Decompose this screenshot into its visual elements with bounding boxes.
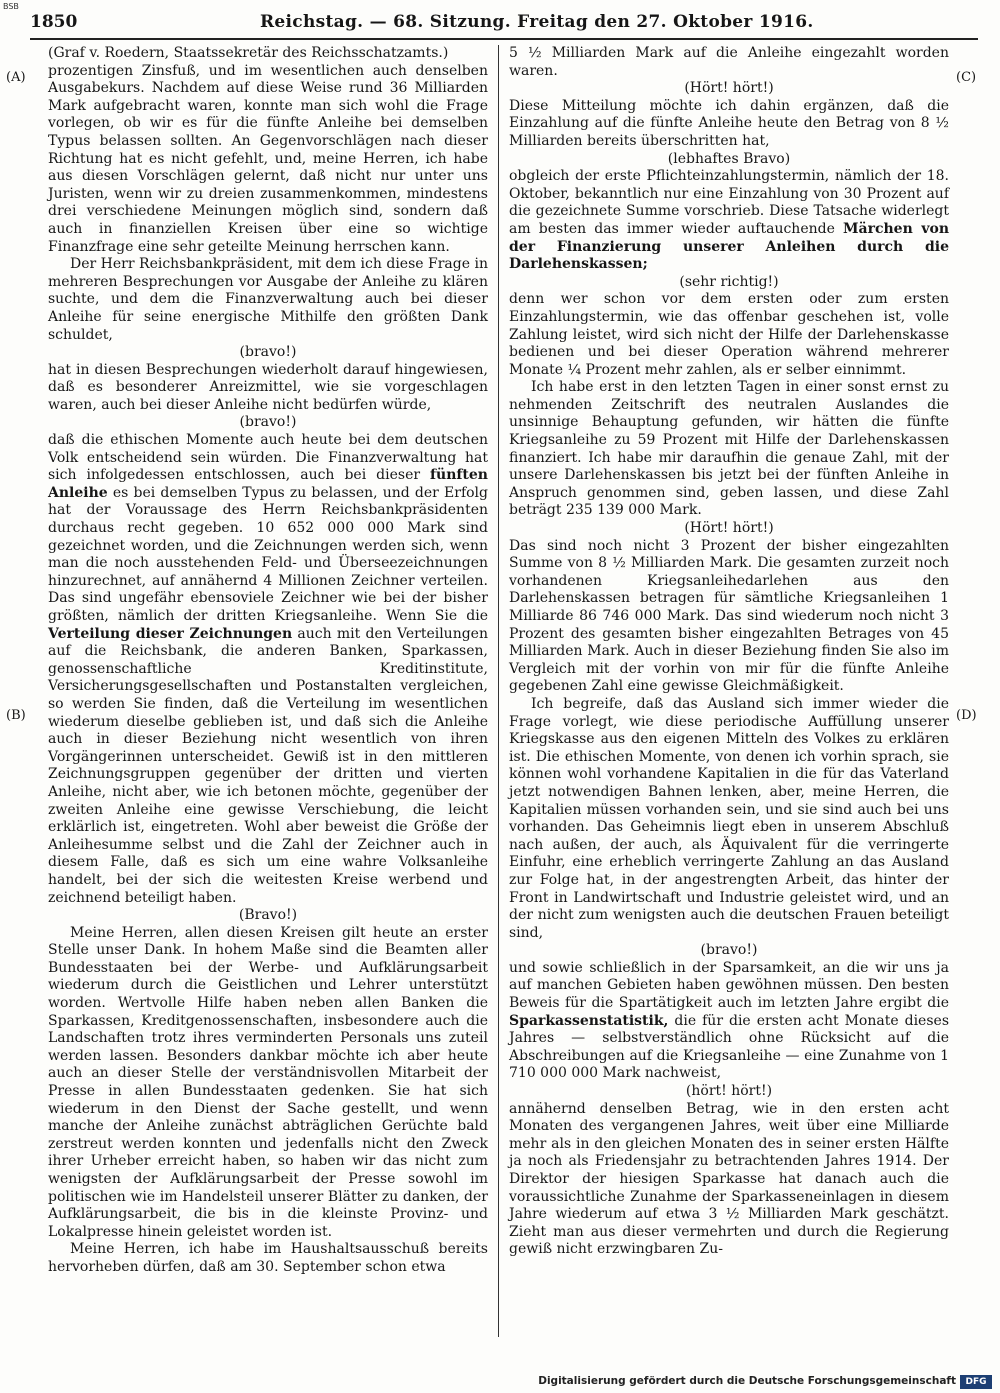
- emphasis: Verteilung dieser Zeichnungen: [48, 625, 293, 642]
- margin-marker-b: (B): [6, 708, 26, 723]
- margin-marker-c: (C): [956, 70, 977, 85]
- left-column: [48, 45, 488, 1277]
- paragraph: Ich begreife, daß das Ausland sich immer wieder die Frage vorlegt, wie diese periodische Auffüllung unserer Kriegskasse aus den eigenen Mitteln des Volkes zu erklären ist. Die ethischen Momente, von denen ich vorhin sprach, sie können wohl vorhandene Kapitalien in die für das Vaterland jetzt notwendigen Bahnen lenken, aber, meine Herren, die Kapitalien müssen vorhanden sein, und sie sind auch bei uns vorhanden. Das Geheimnis liegt eben in unserem Abschluß nach außen, der auch, als Äquivalent für die verringerte Einfuhr, eine erheblich verringerte Zahlung an das Ausland zur Folge hat, in der angestrengten Arbeit, das hinter der Front in Landwirtschaft und Industrie geleistet wird, und an der nicht zum wenigsten auch die deutschen Frauen beteiligt sind,: [509, 695, 949, 941]
- margin-marker-d: (D): [956, 708, 977, 723]
- paragraph: denn wer schon vor dem ersten oder zum ersten Einzahlungstermin, wie das offenbar geschehen ist, volle Zahlung leistet, wird sich nicht der Hilfe der Darlehenskasse bedienen und bei dieser Operation während mehrerer Monate ¼ Prozent mehr zahlen, als er selber einnimmt.: [509, 291, 949, 378]
- column-divider: [498, 45, 499, 1337]
- library-stamp: BSB: [3, 2, 19, 11]
- paragraph: Der Herr Reichsbankpräsident, mit dem ich diese Frage in mehreren Besprechungen vor Ausgabe der Anleihe zu klären suchte, und dem die Finanzverwaltung auch bei dieser Anleihe für seine energische Mithilfe den größten Dank schuldet,: [48, 256, 488, 343]
- paragraph: 5 ½ Milliarden Mark auf die Anleihe eingezahlt worden waren.: [509, 45, 949, 79]
- interjection: (sehr richtig!): [679, 273, 779, 290]
- paragraph: Meine Herren, ich habe im Haushaltsausschuß bereits hervorheben dürfen, daß am 30. September schon etwa: [48, 1241, 488, 1275]
- interjection: (Hört! hört!): [684, 80, 774, 97]
- interjection: (bravo!): [239, 414, 297, 431]
- paragraph: annähernd denselben Betrag, wie in den ersten acht Monaten des vergangenen Jahres, weit über eine Milliarde mehr als in den gleichen Monaten des in seiner ersten Hälfte ja noch als Friedensjahr zu betrachtenden Jahres 1914. Der Direktor der hiesigen Sparkasse hat danach auch die voraussichtliche Zunahme der Sparkasseneinlagen in diesem Jahre wiederum auf etwa 3 ½ Milliarden Mark geschätzt. Zieht man aus dieser vermehrten und durch die Regierung gewiß nicht erzwingbaren Zu-: [509, 1100, 949, 1258]
- dfg-logo: DFG: [960, 1375, 992, 1389]
- running-title: Reichstag. — 68. Sitzung. Freitag den 27. Oktober 1916.: [260, 12, 814, 32]
- digitization-credit: Digitalisierung gefördert durch die Deutsche Forschungsgemeinschaft: [538, 1375, 956, 1387]
- interjection: (hört! hört!): [685, 1083, 773, 1100]
- interjection: (Hört! hört!): [684, 520, 774, 537]
- paragraph: Diese Mitteilung möchte ich dahin ergänzen, daß die Einzahlung auf die fünfte Anleihe heute den Betrag von 8 ½ Milliarden bereits überschritten hat,: [509, 97, 949, 149]
- emphasis: Sparkassenstatistik,: [509, 1012, 669, 1029]
- header-rule: [30, 38, 978, 40]
- right-column: [509, 45, 949, 1259]
- emphasis: Märchen von der Finanzierung unserer Anleihen durch die Darlehenskassen;: [509, 220, 949, 273]
- paragraph: und sowie schließlich in der Sparsamkeit, an die wir uns ja auf manchen Gebieten haben gewöhnen müssen. Den besten Beweis für die Spartätigkeit auch im letzten Jahre ergibt die Sparkassenstatistik, die für die ersten acht Monate dieses Jahres — selbstverständlich ohne Rücksicht auf die Abschreibungen auf die Kriegsanleihe — eine Zunahme von 1 710 000 000 Mark nachweist,: [509, 959, 949, 1082]
- interjection: (bravo!): [239, 344, 297, 361]
- paragraph: daß die ethischen Momente auch heute bei dem deutschen Volk entscheidend sein würden. Die Finanzverwaltung hat sich infolgedessen entschlossen, auch bei dieser fünften Anleihe es bei demselben Typus zu belassen, und der Erfolg hat der Voraussage des Herrn Reichsbankpräsidenten durchaus recht gegeben. 10 652 000 000 Mark sind gezeichnet worden, und die Zeichnungen werden sich, wenn man die noch ausstehenden Feld- und Überseezeichnungen hinzurechnet, auf annähernd 4 Millionen Zeichner verteilen. Das sind ungefähr ebensoviele Zeichner wie bei der bisher größten, nämlich der dritten Kriegsanleihe. Wenn Sie die Verteilung dieser Zeichnungen auch mit den Verteilungen auf die Reichsbank, die anderen Banken, Sparkassen, genossenschaftliche Kreditinstitute, Versicherungsgesellschaften und Postanstalten vergleichen, so werden Sie finden, daß die Verteilung im wesentlichen wiederum dieselbe geblieben ist, und daß sich die Anleihe auch in dieser Beziehung nicht wesentlich von ihren Vorgängerinnen unterscheidet. Gewiß ist in den mittleren Zeichnungsgruppen gegenüber der dritten und vierten Anleihe, nicht aber, wie ich betonen möchte, gegenüber der zweiten Anleihe eine gewisse Verschiebung, die leicht erklärlich ist, eingetreten. Wohl aber beweist die Größe der Anleihesumme selbst und die Zahl der Zeichner auch in diesem Falle, daß es sich um eine wahre Volksanleihe handelt, bei der sich die weitesten Kreise werbend und zeichnend beteiligt haben.: [48, 432, 488, 906]
- interjection: (bravo!): [700, 942, 758, 959]
- margin-marker-a: (A): [6, 70, 26, 85]
- page-header: [30, 8, 980, 38]
- paragraph: hat in diesen Besprechungen wiederholt darauf hingewiesen, daß es besonderer Anreizmittel, wie sie vorgeschlagen waren, auch bei dieser Anleihe nicht bedürfen würde,: [48, 361, 488, 413]
- speaker-line: (Graf v. Roedern, Staatssekretär des Reichsschatzamts.): [48, 45, 449, 61]
- paragraph: Meine Herren, allen diesen Kreisen gilt heute an erster Stelle unser Dank. In hohem Maße sind die Beamten aller Bundesstaaten bei der Werbe- und Aufklärungsarbeit wiederum durch die Geistlichen und Lehrer unterstützt worden. Wertvolle Hilfe haben neben allen Banken die Sparkassen, Kreditgenossenschaften, insbesondere auch die Landschaften trotz ihres verminderten Personals uns zuteil werden lassen. Besonders dankbar möchte ich aber heute auch an dieser Stelle der verständnisvollen Mitarbeit der Presse in allen Bundesstaaten gedenken. Sie hat sich wiederum in den Dienst der Sache gestellt, und wenn manche der Anleihe zunächst abträglichen Gerüchte bald zerstreut werden konnten und jedenfalls nicht den Zweck ihrer Urheber erreicht haben, so haben wir das nicht zum wenigsten der Aufklärungsarbeit der Presse sowohl im politischen wie im Handelsteil unserer Blätter zu danken, der Aufklärungsarbeit, die bis in die kleinste Provinz- und Lokalpresse hinein geleistet worden ist.: [48, 924, 488, 1240]
- interjection: (Bravo!): [238, 907, 298, 924]
- paragraph: Das sind noch nicht 3 Prozent der bisher eingezahlten Summe von 8 ½ Milliarden Mark. Die gesamten zurzeit noch vorhandenen Kriegsanleihedarlehen aus den Darlehenskassen betragen für sämtliche Kriegsanleihen 1 Milliarde 86 746 000 Mark. Das sind wiederum noch nicht 3 Prozent des gesamten bisher eingezahlten Betrages von 45 Milliarden Mark. Auch in dieser Beziehung finden Sie also im Vergleich mit der vorhin von mir für die fünfte Anleihe gegebenen Zahl eine gewisse Gleichmäßigkeit.: [509, 537, 949, 695]
- paragraph: obgleich der erste Pflichteinzahlungstermin, nämlich der 18. Oktober, bekanntlich nur eine Einzahlung von 30 Prozent auf die gezeichnete Summe vorschrieb. Diese Tatsache widerlegt am besten das immer wieder auftauchende Märchen von der Finanzierung unserer Anleihen durch die Darlehenskassen;: [509, 168, 949, 273]
- emphasis: fünften Anleihe: [48, 467, 488, 501]
- interjection: (lebhaftes Bravo): [667, 150, 791, 167]
- paragraph: prozentigen Zinsfuß, und im wesentlichen auch denselben Ausgabekurs. Nachdem auf diese Weise rund 36 Milliarden Mark aufgebracht waren, konnte man sich wohl die Frage vorlegen, ob wir es für die fünfte Anleihe bei demselben Typus belassen sollten. An Gegenvorschlägen nach dieser Richtung hat es nicht gefehlt, und, meine Herren, ich habe aus diesen Vorschlägen gelernt, daß nicht nur unter uns Juristen, wenn wir zu dreien zusammenkommen, mindestens drei verschiedene Meinungen möglich sind, sondern daß auch in finanziellen Kreisen über eine so wichtige Finanzfrage eine sehr geteilte Meinung herrschen kann.: [48, 62, 488, 255]
- page-number: 1850: [30, 12, 78, 32]
- paragraph: Ich habe erst in den letzten Tagen in einer sonst ernst zu nehmenden Zeitschrift des neutralen Auslandes die unsinnige Behauptung gefunden, wir hätten die fünfte Kriegsanleihe zu 59 Prozent mit Hilfe der Darlehenskassen finanziert. Ich habe mir daraufhin die genaue Zahl, mit der unsere Darlehenskassen bis jetzt bei der fünften Anleihe in Anspruch genommen sind, geben lassen, und diese Zahl beträgt 235 139 000 Mark.: [509, 379, 949, 519]
